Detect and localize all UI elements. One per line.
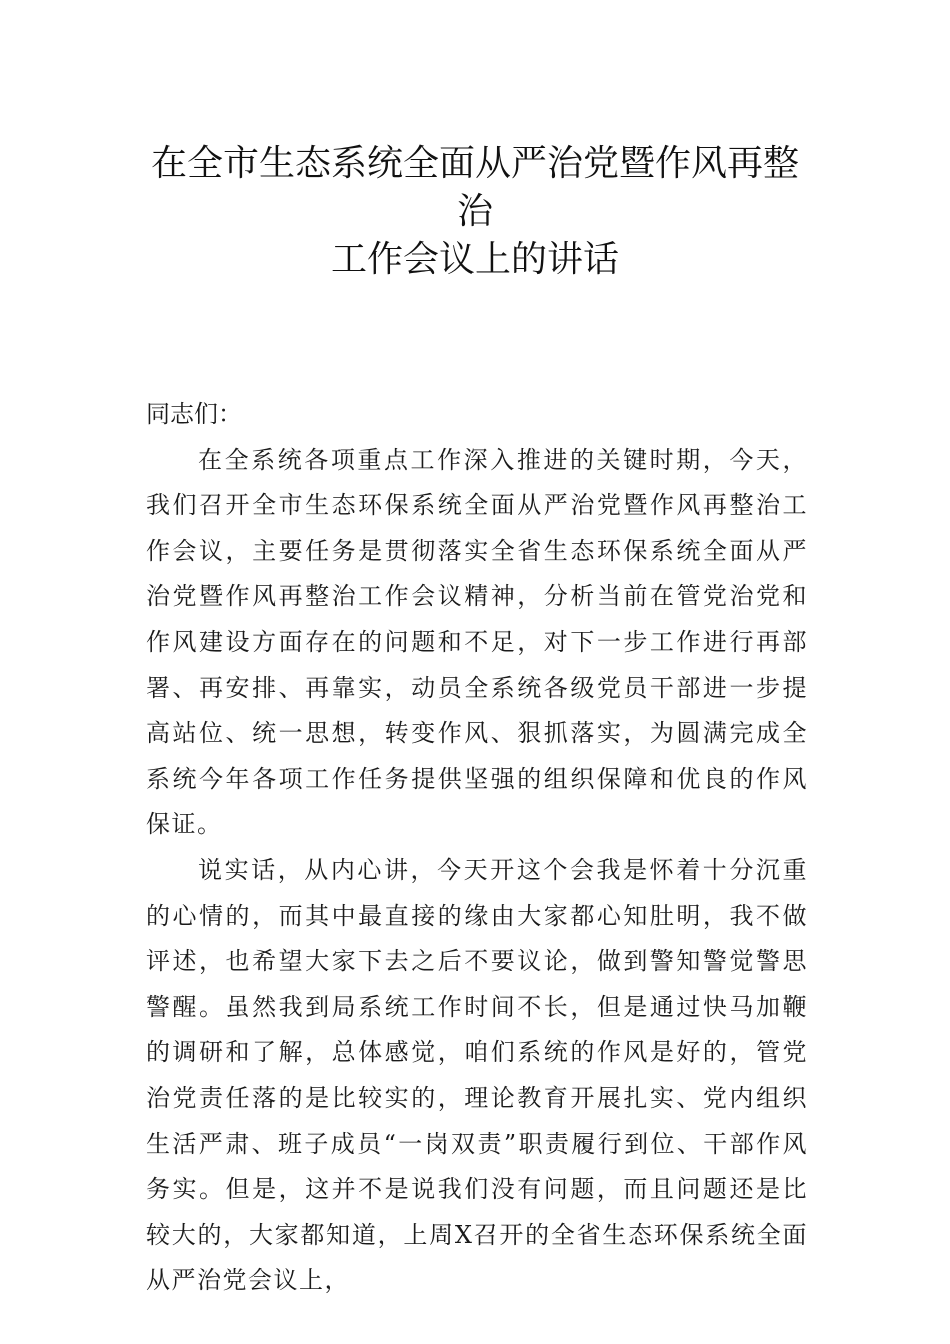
title-line-1: 在全市生态系统全面从严治党暨作风再整 <box>150 143 799 184</box>
document-title <box>140 140 810 284</box>
title-line-3: 工作会议上的讲话 <box>330 239 619 280</box>
salutation: 同志们： <box>146 400 242 428</box>
title-line-2: 治 <box>456 191 493 232</box>
document-body <box>146 392 808 1304</box>
paragraph-1: 在全系统各项重点工作深入推进的关键时期，今天，我们召开全市生态环保系统全面从严治党暨作风再整治工作会议，主要任务是贯彻落实全省生态环保系统全面从严治党暨作风再整治工作会议精神，分析当前在管党治党和作风建设方面存在的问题和不足，对下一步工作进行再部署、再安排、再靠实，动员全系统各级党员干部进一步提高站位、统一思想，转变作风、狠抓落实，为圆满完成全系统今年各项工作任务提供坚强的组织保障和优良的作风保证。 <box>146 445 808 839</box>
paragraph-2: 说实话，从内心讲，今天开这个会我是怀着十分沉重的心情的，而其中最直接的缘由大家都心知肚明，我不做评述，也希望大家下去之后不要议论，做到警知警觉警思警醒。虽然我到局系统工作时间不长，但是通过快马加鞭的调研和了解，总体感觉，咱们系统的作风是好的，管党治党责任落的是比较实的，理论教育开展扎实、党内组织生活严肃、班子成员“一岗双责”职责履行到位、干部作风务实。但是，这并不是说我们没有问题，而且问题还是比较大的，大家都知道，上周X召开的全省生态环保系统全面从严治党会议上， <box>146 855 808 1295</box>
